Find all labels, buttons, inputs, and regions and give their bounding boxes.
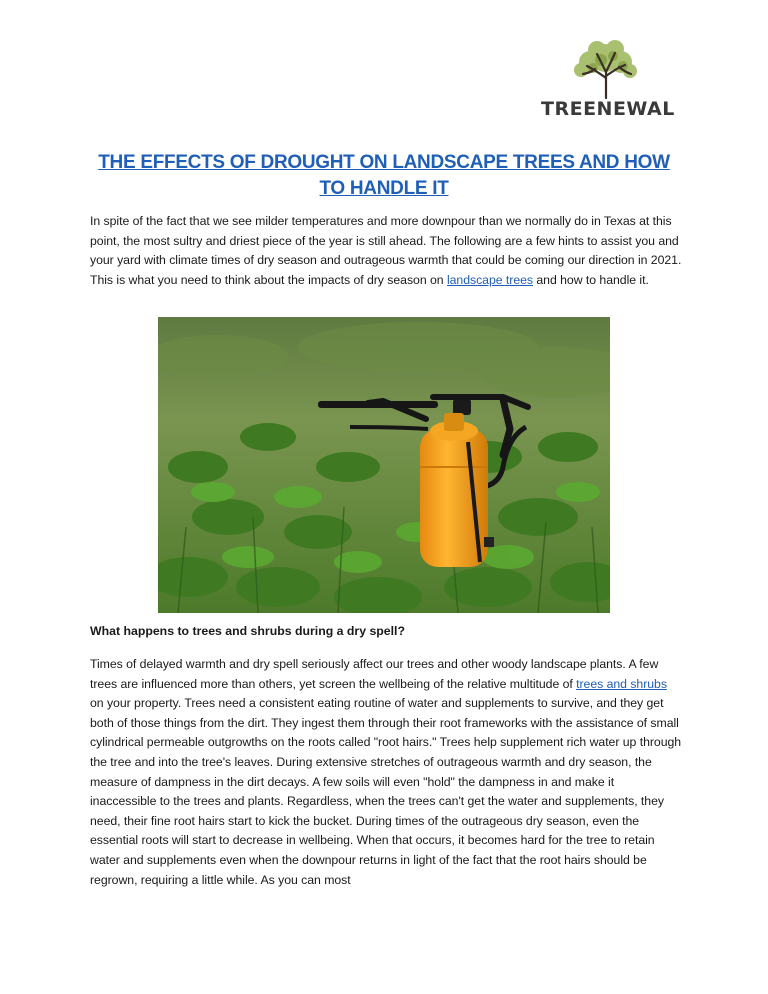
intro-paragraph [90, 212, 682, 290]
garden-sprayer-image [158, 317, 610, 613]
trees-and-shrubs-link[interactable]: trees and shrubs [576, 676, 667, 691]
landscape-trees-link[interactable]: landscape trees [446, 272, 534, 287]
intro-text-2: and how to handle it. [533, 272, 649, 287]
body-text-2: on your property. Trees need a consistent eating routine of water and supplements to survive, and they get both of those things from the dirt. They ingest them through their root frameworks with the assistance of small cylindrical permeable outgrowths on the roots called "root hairs." Trees help supplement rich water up through the tree and into the tree's leaves. During extensive stretches of outrageous warmth and dry season, the measure of dampness in the dirt decays. A few soils will even "hold" the dampness in and make it inaccessible to the trees and plants. Regardless, when the trees can't get the water and supplements, they need, their fine root hairs start to kick the bucket. During times of the outrageous dry season, even the essential roots will start to decrease in wellbeing. When that occurs, it becomes hard for the tree to retain water and supplements even when the downpour returns in light of the fact that the root hairs should be regrown, requiring a little while. As you can most [90, 696, 682, 887]
section-heading: What happens to trees and shrubs during a dry spell? [90, 624, 405, 638]
body-text-1: Times of delayed warmth and dry spell seriously affect our trees and other woody landscape plants. A few trees are influenced more than others, yet screen the wellbeing of the relative multitude of [90, 657, 659, 691]
body-paragraph [90, 655, 682, 890]
tree-icon [535, 40, 680, 100]
logo-brand-text: TREENEWAL [541, 98, 675, 120]
intro-text-1: In spite of the fact that we see milder temperatures and more downpour than we normally do in Texas at this point, the most sultry and driest piece of the year is still ahead. The following are a few hints to assist you and your yard with climate times of dry season and outrageous warmth that could be coming our direction in 2021. This is what you need to think about the impacts of dry season on [90, 214, 682, 287]
article-title[interactable]: THE EFFECTS OF DROUGHT ON LANDSCAPE TREES AND HOW TO HANDLE IT [98, 152, 670, 199]
company-logo [535, 40, 680, 128]
sprayer-photo [158, 317, 610, 613]
